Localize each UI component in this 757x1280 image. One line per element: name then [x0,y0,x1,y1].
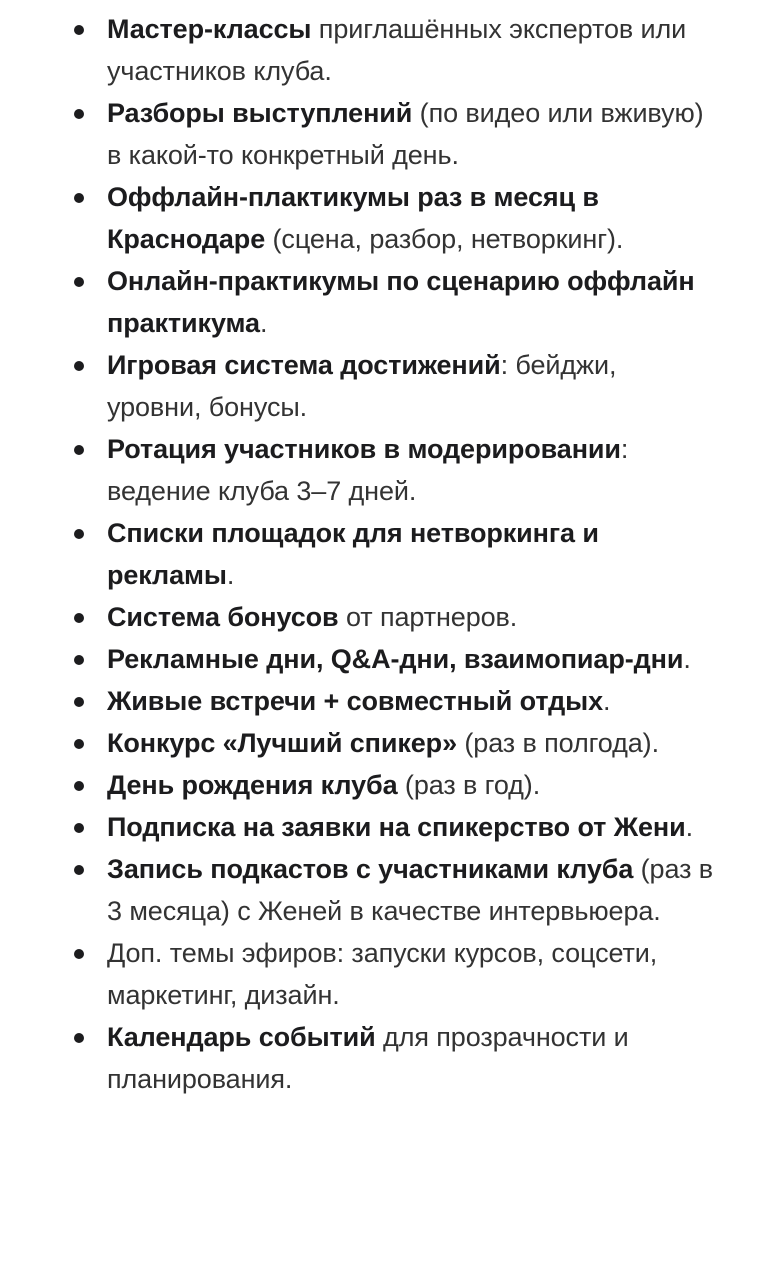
item-bold-text: Игровая система достижений [107,350,501,380]
item-text: (раз в полгода). [456,728,659,758]
list-item [0,260,717,344]
item-bold-text: Запись подкастов с участниками клуба [107,854,634,884]
bullet-dot-icon [74,781,84,791]
item-bold-text: Календарь событий [107,1022,376,1052]
bullet-dot-icon [74,655,84,665]
list-item [0,428,717,512]
list-item [0,596,717,638]
item-text: (раз в 3 месяца) с Женей в качестве интервьюера. [107,854,714,926]
item-text: Доп. темы эфиров: запуски курсов, соцсети, маркетинг, дизайн. [107,938,658,1010]
item-text: . [685,812,694,842]
bullet-dot-icon [74,361,84,371]
item-text: (сцена, разбор, нетворкинг). [265,224,624,254]
item-bold-text: Подписка на заявки на спикерство от Жени [107,812,686,842]
bullet-dot-icon [74,193,84,203]
list-item [0,848,717,932]
bullet-dot-icon [74,109,84,119]
item-bold-text: Живые встречи + совместный отдых [107,686,604,716]
item-bold-text: Система бонусов [107,602,339,632]
item-text: для прозрачности и планирования. [107,1022,629,1094]
list-item [0,806,717,848]
list-item [0,344,717,428]
list-item [0,764,717,806]
item-text: (по видео или вживую) в какой-то конкретный день. [107,98,704,170]
item-bold-text: Списки площадок для нетворкинга и рекламы [107,518,599,590]
item-bold-text: Мастер-классы [107,14,312,44]
item-bold-text: День рождения клуба [107,770,398,800]
list-item [0,92,717,176]
item-bold-text: Ротация участников в модерировании [107,434,621,464]
bullet-dot-icon [74,445,84,455]
item-text: от партнеров. [338,602,518,632]
item-text: . [226,560,235,590]
item-text: приглашённых экспертов или участников клуба. [107,14,687,86]
bullet-dot-icon [74,529,84,539]
bullet-dot-icon [74,613,84,623]
item-text: : бейджи, уровни, бонусы. [107,350,617,422]
list-item [0,680,717,722]
item-bold-text: Разборы выступлений [107,98,413,128]
list-item [0,638,717,680]
bullet-dot-icon [74,1033,84,1043]
item-bold-text: Рекламные дни, Q&A-дни, взаимопиар-дни [107,644,684,674]
list-item [0,8,717,92]
item-bold-text: Онлайн-практикумы по сценарию оффлайн практикума [107,266,695,338]
bullet-dot-icon [74,823,84,833]
item-bold-text: Конкурс «Лучший спикер» [107,728,457,758]
item-text: . [603,686,611,716]
list-item [0,512,717,596]
bullet-dot-icon [74,277,84,287]
item-bold-text: Оффлайн-плактикумы раз в месяц в Краснодаре [107,182,599,254]
feature-list [0,8,717,1100]
bullet-dot-icon [74,949,84,959]
item-text: (раз в год). [397,770,541,800]
list-item [0,722,717,764]
item-text: . [259,308,268,338]
list-item [0,176,717,260]
bullet-dot-icon [74,25,84,35]
list-item [0,1016,717,1100]
bullet-dot-icon [74,697,84,707]
bullet-dot-icon [74,739,84,749]
item-text: : ведение клуба 3–7 дней. [107,434,629,506]
bullet-dot-icon [74,865,84,875]
list-item [0,932,717,1016]
item-text: . [683,644,691,674]
